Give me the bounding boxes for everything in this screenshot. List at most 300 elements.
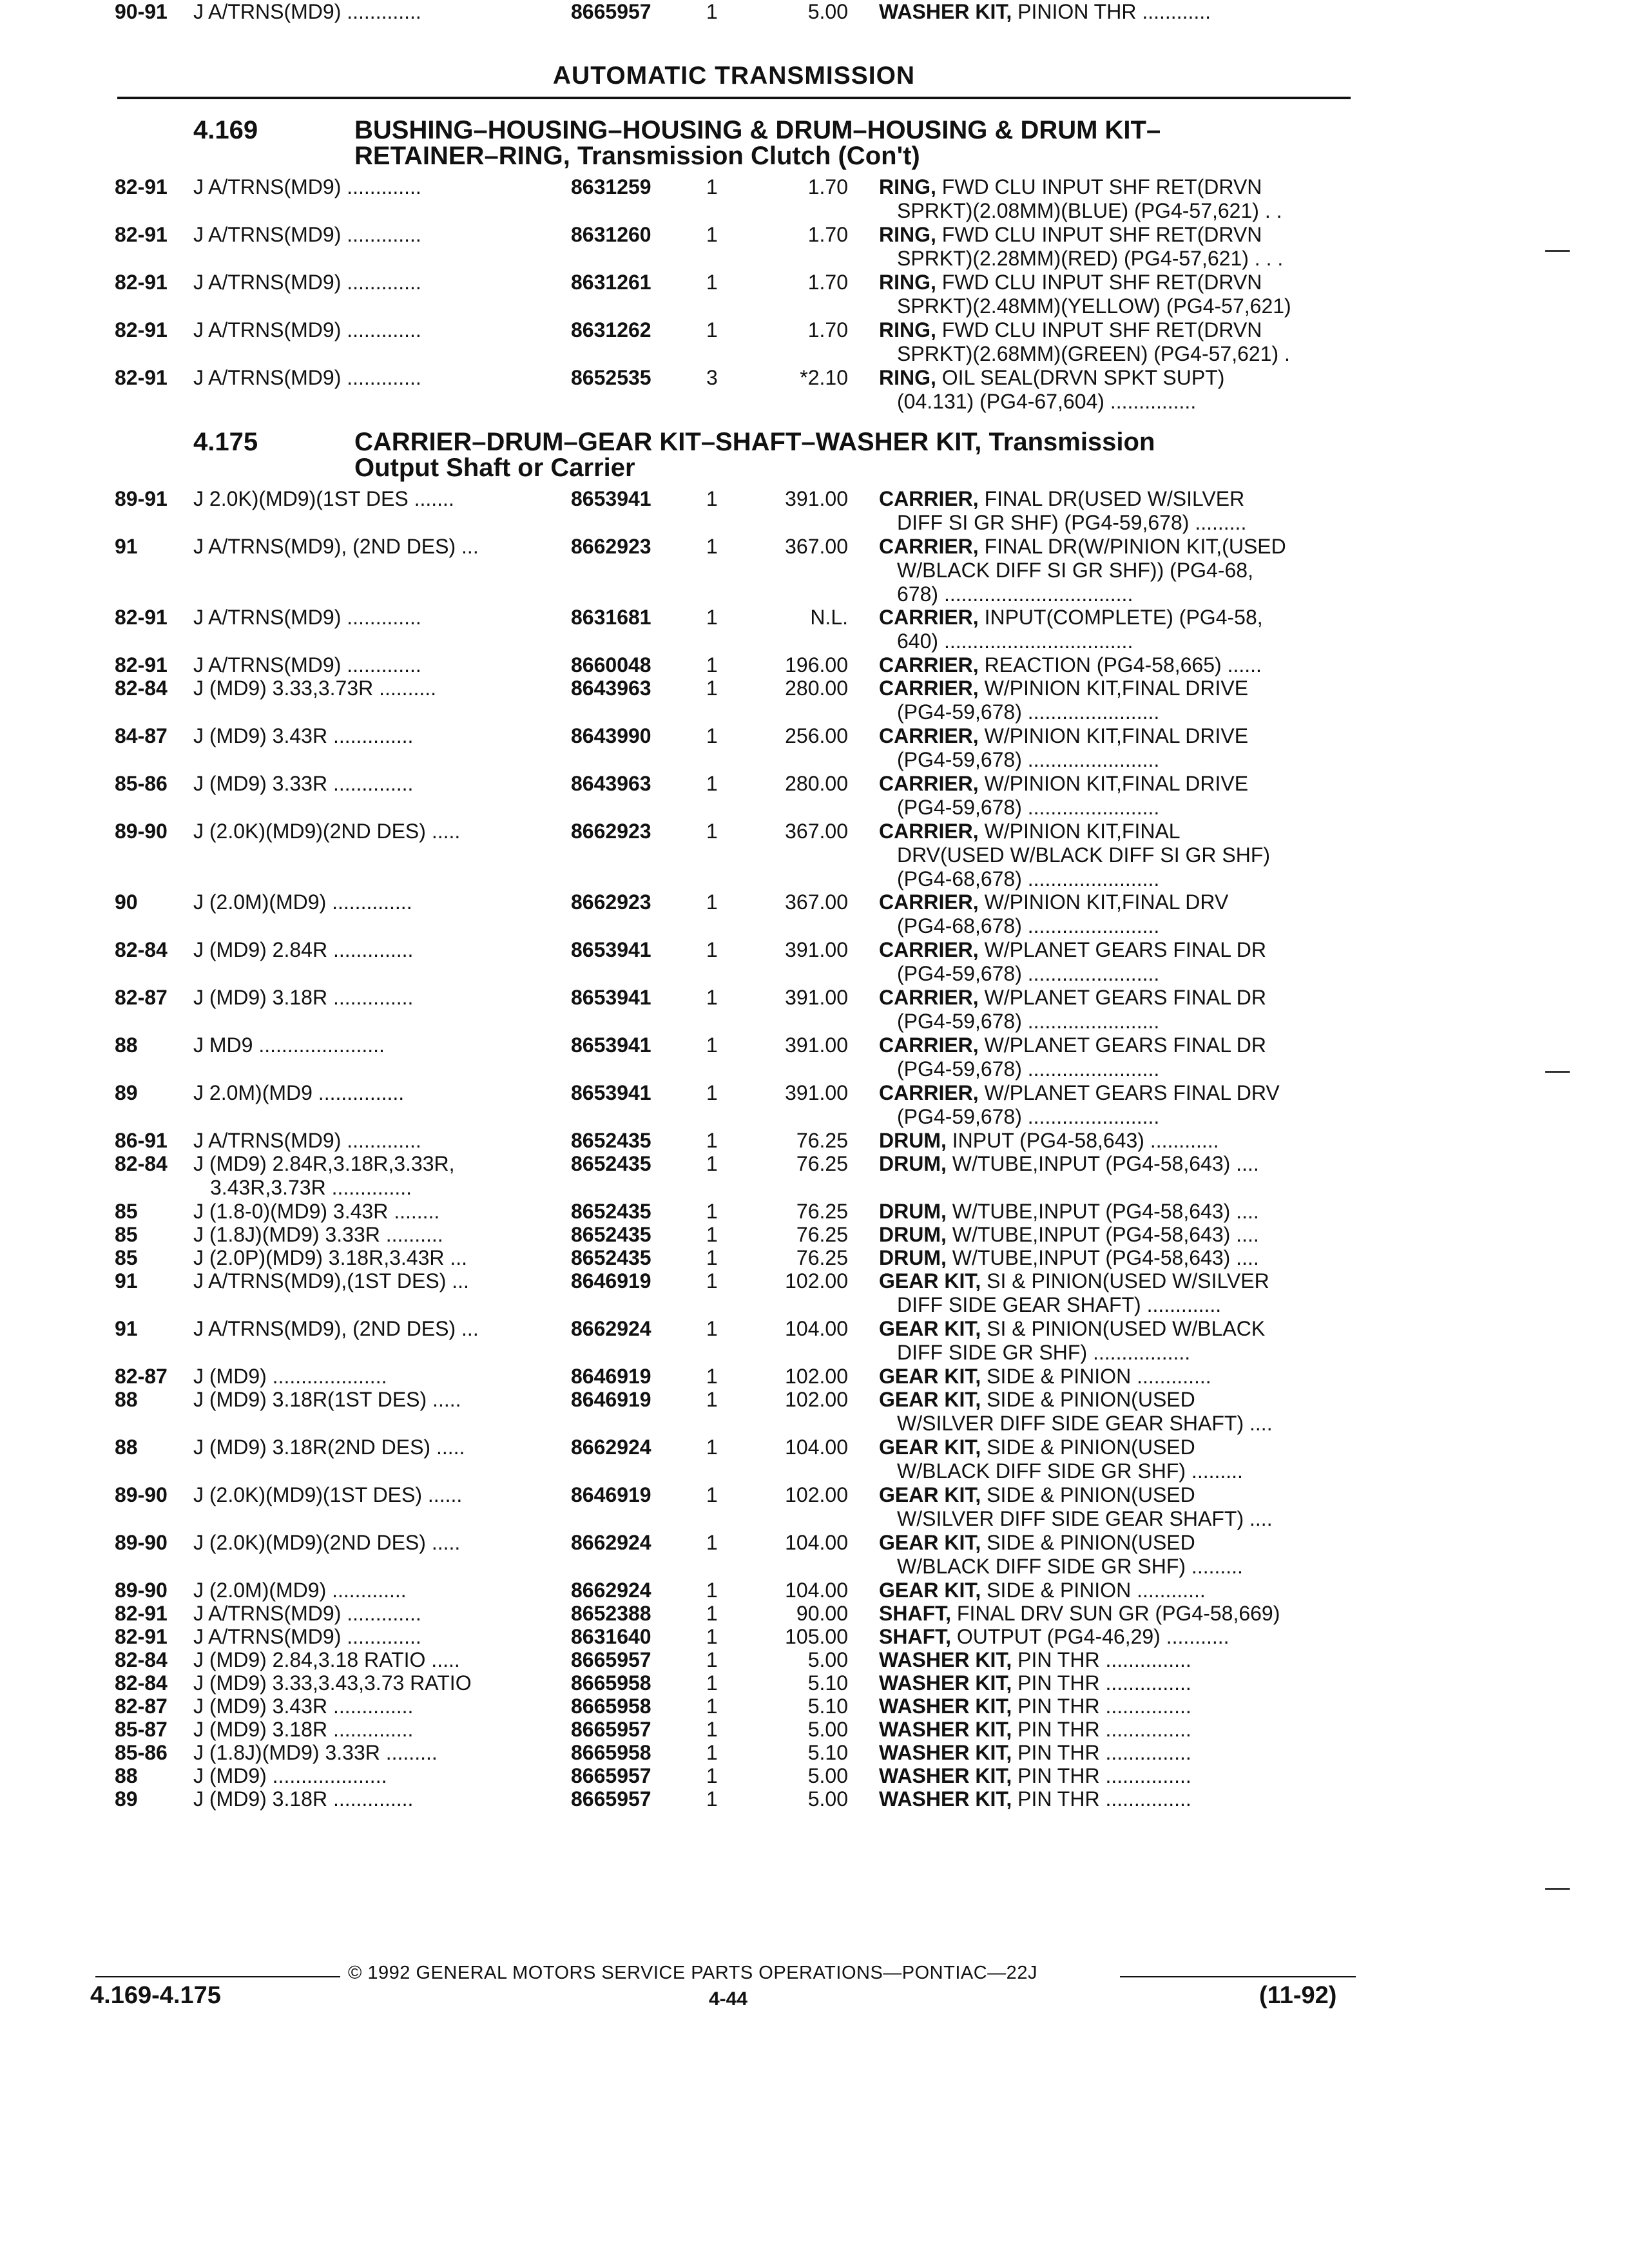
description-continuation: DIFF SI GR SHF) (PG4-59,678) ......... [897, 511, 1247, 534]
part-name: WASHER KIT, [879, 1695, 1012, 1718]
part-number: 8665957 [571, 1787, 651, 1811]
model-years: 82-91 [115, 653, 168, 677]
price: 367.00 [785, 535, 848, 558]
part-name: WASHER KIT, [879, 1718, 1012, 1741]
description-continuation: W/BLACK DIFF SIDE GR SHF) ......... [897, 1555, 1243, 1578]
price: 280.00 [785, 772, 848, 795]
description-line [879, 1531, 1349, 1555]
model-line2: 3.43R,3.73R .............. [210, 1176, 412, 1199]
model-years: 82-87 [115, 986, 168, 1009]
part-description [879, 1764, 1349, 1788]
description-continuation: SPRKT)(2.48MM)(YELLOW) (PG4-57,621) [897, 294, 1291, 318]
part-name: WASHER KIT, [879, 1741, 1012, 1764]
price: 196.00 [785, 653, 848, 677]
model-line1: J (1.8-0)(MD9) 3.43R ........ [193, 1200, 440, 1223]
quantity: 1 [706, 1579, 718, 1602]
part-name: CARRIER, [879, 772, 979, 795]
part-description [879, 1246, 1349, 1270]
model-line1: J A/TRNS(MD9) ............. [193, 318, 421, 341]
model-line1: J A/TRNS(MD9), (2ND DES) ... [193, 1317, 479, 1340]
part-name: GEAR KIT, [879, 1388, 981, 1411]
section-title-line1: BUSHING–HOUSING–HOUSING & DRUM–HOUSING & DRUM KIT– [354, 116, 1161, 144]
description-text: PIN THR ............... [1012, 1718, 1191, 1741]
description-continuation: SPRKT)(2.28MM)(RED) (PG4-57,621) . . . [897, 247, 1284, 270]
part-name: WASHER KIT, [879, 0, 1012, 23]
description-line [879, 606, 1349, 629]
model-line1: J (MD9) 3.43R .............. [193, 724, 414, 747]
description-line [879, 1483, 1349, 1507]
model-line1: J A/TRNS(MD9) ............. [193, 606, 421, 629]
description-line [879, 890, 1349, 914]
price: 256.00 [785, 724, 848, 747]
part-name: DRUM, [879, 1129, 947, 1152]
model-years: 82-87 [115, 1365, 168, 1388]
quantity: 1 [706, 1531, 718, 1554]
footer-rule-left [95, 1976, 340, 1977]
model-years: 82-84 [115, 1648, 168, 1671]
part-number: 8662924 [571, 1531, 651, 1554]
part-number: 8660048 [571, 653, 651, 677]
model-application [193, 1671, 541, 1695]
model-application [193, 938, 541, 962]
model-years: 89-90 [115, 1531, 168, 1554]
part-name: RING, [879, 175, 936, 198]
part-number: 8631261 [571, 271, 651, 294]
model-years: 89 [115, 1787, 138, 1811]
description-continuation: W/BLACK DIFF SI GR SHF)) (PG4-68, [897, 559, 1253, 582]
part-description [879, 318, 1349, 366]
part-number: 8652388 [571, 1602, 651, 1625]
model-application [193, 318, 541, 342]
description-text: PIN THR ............... [1012, 1648, 1191, 1671]
quantity: 1 [706, 1365, 718, 1388]
price: 367.00 [785, 820, 848, 843]
part-name: GEAR KIT, [879, 1579, 981, 1602]
part-number: 8662923 [571, 820, 651, 843]
part-description [879, 1152, 1349, 1176]
model-years: 91 [115, 1269, 138, 1293]
description-text: W/TUBE,INPUT (PG4-58,643) .... [946, 1152, 1259, 1175]
description-continuation: W/SILVER DIFF SIDE GEAR SHAFT) .... [897, 1412, 1273, 1435]
section-number: 4.169 [193, 116, 258, 144]
model-years: 89-90 [115, 820, 168, 843]
description-continuation: 640) ................................. [897, 629, 1133, 653]
part-number: 8643963 [571, 677, 651, 700]
price: 90.00 [796, 1602, 848, 1625]
model-line1: J (1.8J)(MD9) 3.33R ......... [193, 1741, 438, 1764]
model-application [193, 175, 541, 199]
price: 5.00 [807, 1718, 848, 1741]
model-years: 85-87 [115, 1718, 168, 1741]
description-continuation: DRV(USED W/BLACK DIFF SI GR SHF) [897, 843, 1271, 867]
description-continuation: W/BLACK DIFF SIDE GR SHF) ......... [897, 1459, 1243, 1483]
model-line1: J (MD9) 3.18R .............. [193, 1787, 414, 1811]
price: 104.00 [785, 1579, 848, 1602]
description-text: PIN THR ............... [1012, 1741, 1191, 1764]
price: 391.00 [785, 986, 848, 1009]
description-text: OUTPUT (PG4-46,29) ........... [951, 1625, 1229, 1648]
part-description [879, 1129, 1349, 1153]
model-line1: J (2.0K)(MD9)(1ST DES) ...... [193, 1483, 463, 1506]
description-text: SIDE & PINION ............. [981, 1365, 1211, 1388]
part-description [879, 724, 1349, 772]
price: 391.00 [785, 938, 848, 961]
price: 367.00 [785, 890, 848, 914]
model-line1: J (MD9) 2.84,3.18 RATIO ..... [193, 1648, 460, 1671]
quantity: 1 [706, 1317, 718, 1340]
quantity: 1 [706, 772, 718, 795]
part-number: 8653941 [571, 1033, 651, 1057]
price: 5.00 [807, 0, 848, 23]
part-name: CARRIER, [879, 606, 979, 629]
part-number: 8652535 [571, 366, 651, 389]
part-description [879, 1200, 1349, 1224]
price: 5.10 [807, 1741, 848, 1764]
part-description [879, 653, 1349, 677]
part-name: RING, [879, 366, 936, 389]
model-line1: J (MD9) 3.18R .............. [193, 986, 414, 1009]
quantity: 1 [706, 938, 718, 961]
part-description [879, 1579, 1349, 1602]
model-years: 82-84 [115, 1671, 168, 1695]
model-application [193, 1152, 541, 1200]
part-name: WASHER KIT, [879, 1787, 1012, 1811]
quantity: 1 [706, 986, 718, 1009]
part-name: CARRIER, [879, 724, 979, 747]
description-text: PINION THR ............ [1012, 0, 1211, 23]
model-years: 82-91 [115, 606, 168, 629]
quantity: 1 [706, 1246, 718, 1269]
price: 76.25 [796, 1200, 848, 1223]
model-line1: J (2.0M)(MD9) ............. [193, 1579, 407, 1602]
model-line1: J (MD9) 3.18R(2ND DES) ..... [193, 1436, 465, 1459]
model-application [193, 890, 541, 914]
part-description [879, 271, 1349, 318]
description-text: PIN THR ............... [1012, 1787, 1191, 1811]
model-years: 82-91 [115, 271, 168, 294]
model-years: 82-91 [115, 1625, 168, 1648]
model-years: 82-91 [115, 366, 168, 389]
description-line [879, 1081, 1349, 1105]
description-line [879, 772, 1349, 796]
model-line1: J (MD9) 2.84R,3.18R,3.33R, [193, 1152, 455, 1175]
part-name: WASHER KIT, [879, 1648, 1012, 1671]
section-title [354, 117, 1353, 169]
part-name: DRUM, [879, 1200, 947, 1223]
model-line1: J A/TRNS(MD9) ............. [193, 0, 421, 23]
part-name: RING, [879, 318, 936, 341]
quantity: 1 [706, 1718, 718, 1741]
quantity: 1 [706, 606, 718, 629]
part-description [879, 890, 1349, 938]
model-line1: J A/TRNS(MD9) ............. [193, 223, 421, 246]
model-application [193, 535, 541, 559]
price: 5.00 [807, 1787, 848, 1811]
description-line [879, 1223, 1349, 1247]
description-text: SIDE & PINION(USED [981, 1388, 1195, 1411]
model-application [193, 271, 541, 294]
part-name: CARRIER, [879, 535, 979, 558]
model-years: 88 [115, 1436, 138, 1459]
part-number: 8631260 [571, 223, 651, 246]
part-description [879, 606, 1349, 653]
description-line [879, 1317, 1349, 1341]
part-name: GEAR KIT, [879, 1365, 981, 1388]
part-name: CARRIER, [879, 1033, 979, 1057]
quantity: 1 [706, 1671, 718, 1695]
part-description [879, 1436, 1349, 1483]
description-text: W/TUBE,INPUT (PG4-58,643) .... [946, 1223, 1259, 1246]
quantity: 1 [706, 487, 718, 510]
description-text: W/PLANET GEARS FINAL DR [978, 938, 1266, 961]
part-name: CARRIER, [879, 820, 979, 843]
quantity: 1 [706, 1033, 718, 1057]
model-years: 91 [115, 535, 138, 558]
description-line [879, 724, 1349, 748]
quantity: 1 [706, 1200, 718, 1223]
quantity: 1 [706, 1764, 718, 1787]
model-application [193, 772, 541, 796]
quantity: 1 [706, 1787, 718, 1811]
model-line1: J A/TRNS(MD9) ............. [193, 366, 421, 389]
price: 104.00 [785, 1436, 848, 1459]
description-line [879, 318, 1349, 342]
model-years: 85-86 [115, 1741, 168, 1764]
description-line [879, 535, 1349, 559]
description-text: W/PINION KIT,FINAL DRIVE [978, 677, 1249, 700]
quantity: 1 [706, 1388, 718, 1411]
part-name: RING, [879, 223, 936, 246]
part-number: 8652435 [571, 1223, 651, 1246]
model-years: 82-91 [115, 175, 168, 198]
model-line1: J (MD9) 3.18R .............. [193, 1718, 414, 1741]
model-years: 82-84 [115, 677, 168, 700]
price: 102.00 [785, 1365, 848, 1388]
description-line [879, 1436, 1349, 1459]
model-application [193, 1625, 541, 1649]
part-number: 8631681 [571, 606, 651, 629]
description-continuation: (PG4-59,678) ....................... [897, 1010, 1160, 1033]
model-line1: J 2.0K)(MD9)(1ST DES ....... [193, 487, 454, 510]
model-years: 82-91 [115, 223, 168, 246]
description-text: FINAL DR(USED W/SILVER [978, 487, 1245, 510]
part-description [879, 1531, 1349, 1579]
model-years: 88 [115, 1764, 138, 1787]
quantity: 1 [706, 1081, 718, 1104]
price: 105.00 [785, 1625, 848, 1648]
description-continuation: SPRKT)(2.68MM)(GREEN) (PG4-57,621) . [897, 342, 1290, 365]
model-line1: J A/TRNS(MD9) ............. [193, 175, 421, 198]
description-text: FINAL DRV SUN GR (PG4-58,669) [951, 1602, 1280, 1625]
part-description [879, 1671, 1349, 1695]
description-text: SI & PINION(USED W/BLACK [981, 1317, 1266, 1340]
model-application [193, 1246, 541, 1270]
footer-section-range: 4.169-4.175 [90, 1982, 221, 2009]
model-line1: J A/TRNS(MD9) ............. [193, 653, 421, 677]
part-number: 8665958 [571, 1695, 651, 1718]
description-text: W/PLANET GEARS FINAL DR [978, 1033, 1266, 1057]
part-number: 8646919 [571, 1388, 651, 1411]
model-years: 82-91 [115, 1602, 168, 1625]
description-line [879, 1718, 1349, 1742]
description-continuation: (04.131) (PG4-67,604) ............... [897, 390, 1197, 413]
model-application [193, 986, 541, 1010]
price: 102.00 [785, 1388, 848, 1411]
part-number: 8665957 [571, 1718, 651, 1741]
quantity: 1 [706, 1436, 718, 1459]
margin-mark [1545, 1071, 1570, 1073]
part-description [879, 986, 1349, 1033]
model-application [193, 366, 541, 390]
model-line1: J MD9 ...................... [193, 1033, 385, 1057]
model-line1: J (MD9) 3.18R(1ST DES) ..... [193, 1388, 461, 1411]
quantity: 1 [706, 1648, 718, 1671]
description-line [879, 1741, 1349, 1765]
page-header: AUTOMATIC TRANSMISSION [552, 62, 916, 90]
quantity: 1 [706, 1269, 718, 1293]
quantity: 1 [706, 0, 718, 23]
description-continuation: (PG4-68,678) ....................... [897, 914, 1160, 937]
model-application [193, 1718, 541, 1742]
model-application [193, 1602, 541, 1626]
price: 391.00 [785, 487, 848, 510]
price: 1.70 [807, 271, 848, 294]
part-number: 8653941 [571, 487, 651, 510]
part-number: 8646919 [571, 1483, 651, 1506]
description-continuation: (PG4-59,678) ....................... [897, 796, 1160, 819]
description-line [879, 1764, 1349, 1788]
quantity: 1 [706, 724, 718, 747]
description-text: REACTION (PG4-58,665) ...... [978, 653, 1262, 677]
model-application [193, 1317, 541, 1341]
part-description [879, 1269, 1349, 1317]
part-number: 8653941 [571, 938, 651, 961]
description-continuation: SPRKT)(2.08MM)(BLUE) (PG4-57,621) . . [897, 199, 1282, 222]
description-text: W/PLANET GEARS FINAL DR [978, 986, 1266, 1009]
part-description [879, 1741, 1349, 1765]
description-text: W/PINION KIT,FINAL DRIVE [978, 772, 1249, 795]
description-line [879, 1602, 1349, 1626]
description-continuation: (PG4-59,678) ....................... [897, 700, 1160, 724]
model-line1: J (MD9) 3.33,3.73R .......... [193, 677, 437, 700]
model-application [193, 1695, 541, 1718]
model-application [193, 1269, 541, 1293]
quantity: 3 [706, 366, 718, 389]
header-rule [117, 97, 1351, 99]
price: 76.25 [796, 1152, 848, 1175]
model-application [193, 1436, 541, 1459]
part-number: 8662923 [571, 535, 651, 558]
description-line [879, 1269, 1349, 1293]
description-text: W/PINION KIT,FINAL DRIVE [978, 724, 1249, 747]
description-text: FINAL DR(W/PINION KIT,(USED [978, 535, 1286, 558]
description-line [879, 677, 1349, 700]
part-number: 8662924 [571, 1579, 651, 1602]
quantity: 1 [706, 1695, 718, 1718]
part-description [879, 487, 1349, 535]
model-years: 82-84 [115, 1152, 168, 1175]
description-text: PIN THR ............... [1012, 1695, 1191, 1718]
model-line1: J (MD9) .................... [193, 1365, 387, 1388]
description-line [879, 1671, 1349, 1695]
description-line [879, 1365, 1349, 1389]
model-line1: J (MD9) 3.43R .............. [193, 1695, 414, 1718]
part-name: CARRIER, [879, 890, 979, 914]
quantity: 1 [706, 175, 718, 198]
description-text: SIDE & PINION(USED [981, 1483, 1195, 1506]
model-years: 89 [115, 1081, 138, 1104]
part-description [879, 0, 1349, 24]
part-description [879, 1081, 1349, 1129]
model-application [193, 606, 541, 629]
description-line [879, 1579, 1349, 1602]
part-name: CARRIER, [879, 938, 979, 961]
section-title-line1: CARRIER–DRUM–GEAR KIT–SHAFT–WASHER KIT, Transmission [354, 428, 1155, 456]
model-line1: J (2.0K)(MD9)(2ND DES) ..... [193, 1531, 461, 1554]
quantity: 1 [706, 1741, 718, 1764]
description-text: INPUT (PG4-58,643) ............ [946, 1129, 1219, 1152]
model-line1: J A/TRNS(MD9), (2ND DES) ... [193, 535, 479, 558]
part-number: 8631259 [571, 175, 651, 198]
part-description [879, 1625, 1349, 1649]
description-line [879, 1787, 1349, 1811]
description-line [879, 1625, 1349, 1649]
model-application [193, 1483, 541, 1507]
model-application [193, 1741, 541, 1765]
description-line [879, 175, 1349, 199]
description-line [879, 271, 1349, 294]
quantity: 1 [706, 1625, 718, 1648]
footer-copyright: © 1992 GENERAL MOTORS SERVICE PARTS OPERATIONS—PONTIAC—22J [348, 1963, 1037, 1983]
model-application [193, 0, 541, 24]
section-title [354, 429, 1353, 481]
price: 5.00 [807, 1764, 848, 1787]
part-name: WASHER KIT, [879, 1671, 1012, 1695]
part-name: SHAFT, [879, 1625, 951, 1648]
model-years: 85 [115, 1246, 138, 1269]
model-application [193, 1033, 541, 1057]
model-application [193, 1129, 541, 1153]
part-description [879, 535, 1349, 606]
description-line [879, 1129, 1349, 1153]
part-number: 8665957 [571, 0, 651, 23]
description-continuation: (PG4-59,678) ....................... [897, 1057, 1160, 1081]
margin-mark [1545, 1888, 1570, 1890]
footer-rule-right [1120, 1976, 1356, 1977]
description-text: SIDE & PINION ............ [981, 1579, 1206, 1602]
quantity: 1 [706, 677, 718, 700]
part-number: 8665957 [571, 1764, 651, 1787]
part-name: CARRIER, [879, 677, 979, 700]
price: *2.10 [800, 366, 848, 389]
description-continuation: (PG4-59,678) ....................... [897, 962, 1160, 985]
model-application [193, 1365, 541, 1389]
description-continuation: (PG4-59,678) ....................... [897, 1105, 1160, 1128]
quantity: 1 [706, 820, 718, 843]
quantity: 1 [706, 1223, 718, 1246]
part-description [879, 938, 1349, 986]
description-line [879, 1246, 1349, 1270]
part-number: 8652435 [571, 1152, 651, 1175]
part-description [879, 175, 1349, 223]
description-line [879, 1388, 1349, 1412]
part-name: GEAR KIT, [879, 1483, 981, 1506]
part-number: 8662923 [571, 890, 651, 914]
model-years: 82-84 [115, 938, 168, 961]
description-text: SIDE & PINION(USED [981, 1531, 1195, 1554]
part-name: GEAR KIT, [879, 1436, 981, 1459]
part-description [879, 1317, 1349, 1365]
